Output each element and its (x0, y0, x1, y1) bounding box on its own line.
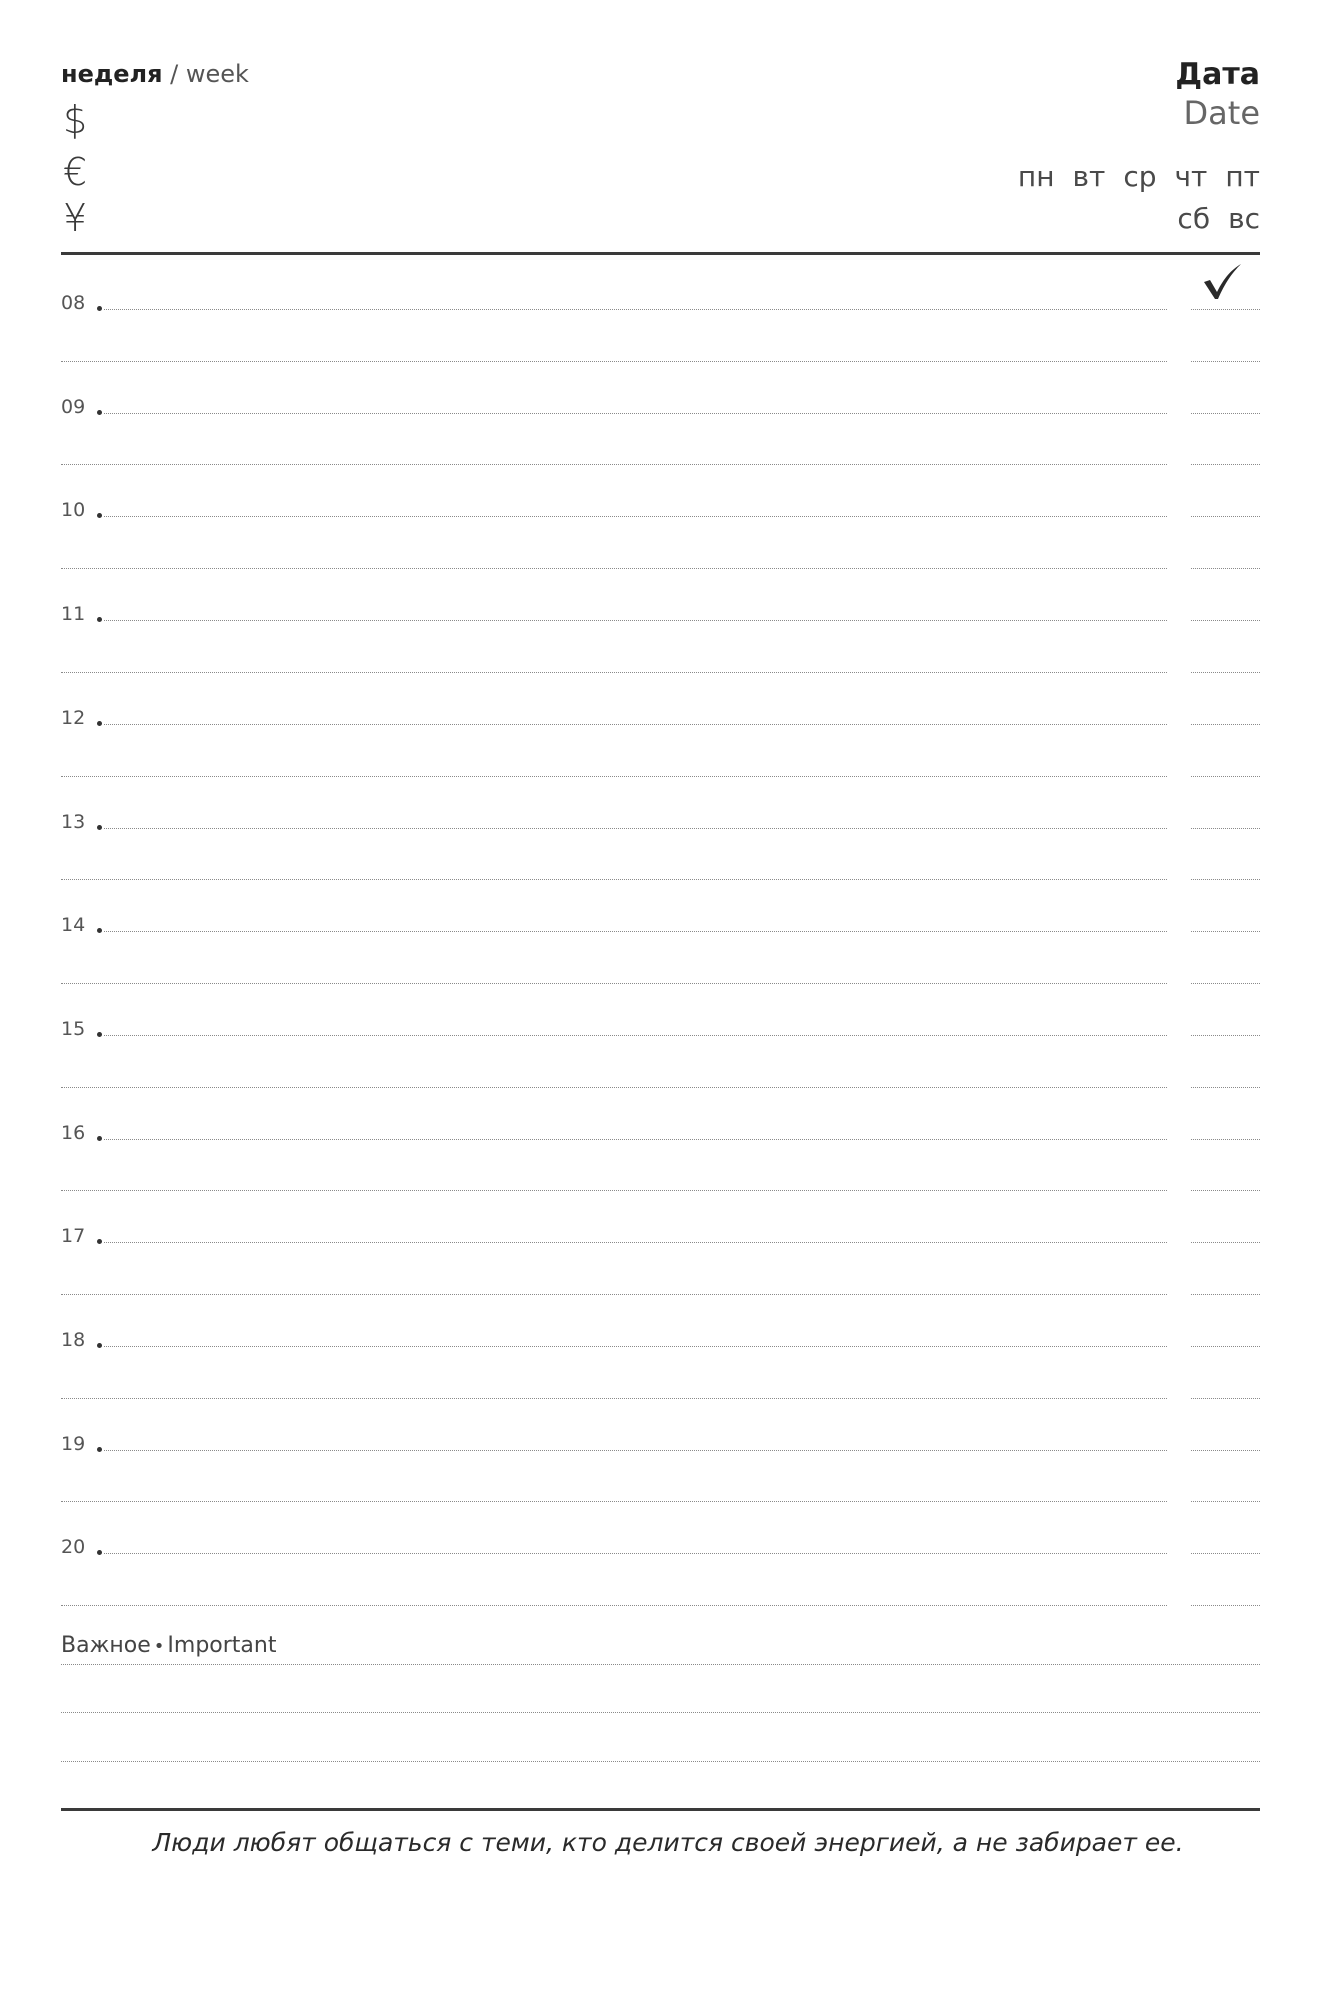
hour-check-line[interactable] (1191, 413, 1260, 414)
hour-label: 20 (61, 1536, 86, 1558)
weekday-tue[interactable]: вт (1072, 160, 1106, 193)
half-hour-check-line[interactable] (1191, 776, 1260, 777)
hour-entry-line[interactable] (104, 1035, 1167, 1036)
hour-label: 19 (61, 1433, 86, 1455)
weekday-fri[interactable]: пт (1225, 160, 1260, 193)
hour-bullet (97, 1550, 102, 1555)
hour-label: 14 (61, 914, 86, 936)
half-hour-check-line[interactable] (1191, 879, 1260, 880)
weekday-sun[interactable]: вс (1228, 202, 1260, 235)
hour-check-line[interactable] (1191, 1553, 1260, 1554)
hour-entry-line[interactable] (104, 724, 1167, 725)
hour-entry-line[interactable] (104, 413, 1167, 414)
hour-entry-line[interactable] (104, 620, 1167, 621)
hour-entry-line[interactable] (104, 516, 1167, 517)
half-hour-entry-line[interactable] (61, 1398, 1167, 1399)
half-hour-entry-line[interactable] (61, 776, 1167, 777)
half-hour-check-line[interactable] (1191, 1501, 1260, 1502)
half-hour-check-line[interactable] (1191, 464, 1260, 465)
hour-check-line[interactable] (1191, 620, 1260, 621)
weekday-sat[interactable]: сб (1177, 202, 1211, 235)
hour-check-line[interactable] (1191, 1139, 1260, 1140)
currency-yen: ¥ (63, 196, 88, 240)
hour-check-line[interactable] (1191, 1035, 1260, 1036)
important-bullet: • (153, 1636, 165, 1657)
half-hour-entry-line[interactable] (61, 1501, 1167, 1502)
half-hour-entry-line[interactable] (61, 1087, 1167, 1088)
weekdays-row-2 (1177, 202, 1260, 236)
week-label-separator: / (170, 60, 179, 88)
hour-check-line[interactable] (1191, 1242, 1260, 1243)
hour-bullet (97, 825, 102, 830)
half-hour-entry-line[interactable] (61, 1294, 1167, 1295)
hour-check-line[interactable] (1191, 931, 1260, 932)
hour-entry-line[interactable] (104, 1450, 1167, 1451)
hour-entry-line[interactable] (104, 1553, 1167, 1554)
hour-label: 13 (61, 811, 86, 833)
header-divider (61, 252, 1260, 255)
hour-bullet (97, 721, 102, 726)
currency-dollar: $ (63, 98, 88, 142)
hour-check-line[interactable] (1191, 1450, 1260, 1451)
week-label-ru: неделя (61, 60, 163, 88)
half-hour-entry-line[interactable] (61, 672, 1167, 673)
hour-bullet (97, 1343, 102, 1348)
hour-bullet (97, 1447, 102, 1452)
footer-divider (61, 1808, 1260, 1811)
important-line[interactable] (61, 1712, 1260, 1713)
half-hour-check-line[interactable] (1191, 361, 1260, 362)
weekday-wed[interactable]: ср (1123, 160, 1157, 193)
hour-label: 10 (61, 499, 86, 521)
hour-label: 08 (61, 292, 86, 314)
hour-bullet (97, 513, 102, 518)
hour-check-line[interactable] (1191, 828, 1260, 829)
hour-entry-line[interactable] (104, 931, 1167, 932)
important-label-ru: Важное (61, 1633, 151, 1658)
half-hour-check-line[interactable] (1191, 983, 1260, 984)
hour-check-line[interactable] (1191, 724, 1260, 725)
week-label (61, 58, 249, 90)
checkmark-icon (1200, 262, 1244, 302)
hour-label: 11 (61, 603, 86, 625)
week-label-en: week (185, 60, 249, 88)
important-line[interactable] (61, 1664, 1260, 1665)
hour-bullet (97, 1032, 102, 1037)
hour-label: 09 (61, 396, 86, 418)
hour-entry-line[interactable] (104, 828, 1167, 829)
half-hour-check-line[interactable] (1191, 1294, 1260, 1295)
half-hour-entry-line[interactable] (61, 568, 1167, 569)
half-hour-check-line[interactable] (1191, 1087, 1260, 1088)
hour-entry-line[interactable] (104, 1346, 1167, 1347)
hour-check-line[interactable] (1191, 309, 1260, 310)
footer-quote: Люди любят общаться с теми, кто делится своей энергией, а не забирает ее. (152, 1828, 1184, 1857)
half-hour-entry-line[interactable] (61, 361, 1167, 362)
half-hour-entry-line[interactable] (61, 1190, 1167, 1191)
half-hour-check-line[interactable] (1191, 1190, 1260, 1191)
half-hour-check-line[interactable] (1191, 568, 1260, 569)
hour-label: 15 (61, 1018, 86, 1040)
hour-label: 18 (61, 1329, 86, 1351)
hour-bullet (97, 1239, 102, 1244)
date-label-ru: Дата (1175, 57, 1260, 92)
hour-bullet (97, 617, 102, 622)
weekday-mon[interactable]: пн (1017, 160, 1055, 193)
half-hour-entry-line[interactable] (61, 983, 1167, 984)
hour-entry-line[interactable] (104, 309, 1167, 310)
hour-label: 12 (61, 707, 86, 729)
weekdays-row-1 (1018, 160, 1260, 194)
hour-bullet (97, 306, 102, 311)
hour-label: 16 (61, 1122, 86, 1144)
hour-bullet (97, 928, 102, 933)
hour-check-line[interactable] (1191, 1346, 1260, 1347)
important-label-en: Important (167, 1633, 277, 1658)
hour-entry-line[interactable] (104, 1242, 1167, 1243)
half-hour-entry-line[interactable] (61, 879, 1167, 880)
hour-bullet (97, 1136, 102, 1141)
half-hour-entry-line[interactable] (61, 1605, 1167, 1606)
important-line[interactable] (61, 1761, 1260, 1762)
important-label (61, 1632, 276, 1661)
hour-entry-line[interactable] (104, 1139, 1167, 1140)
weekday-thu[interactable]: чт (1174, 160, 1208, 193)
hour-bullet (97, 410, 102, 415)
hour-check-line[interactable] (1191, 516, 1260, 517)
half-hour-entry-line[interactable] (61, 464, 1167, 465)
hour-label: 17 (61, 1225, 86, 1247)
date-label-en: Date (1183, 94, 1260, 132)
half-hour-check-line[interactable] (1191, 672, 1260, 673)
currency-euro: € (63, 150, 88, 194)
half-hour-check-line[interactable] (1191, 1605, 1260, 1606)
half-hour-check-line[interactable] (1191, 1398, 1260, 1399)
